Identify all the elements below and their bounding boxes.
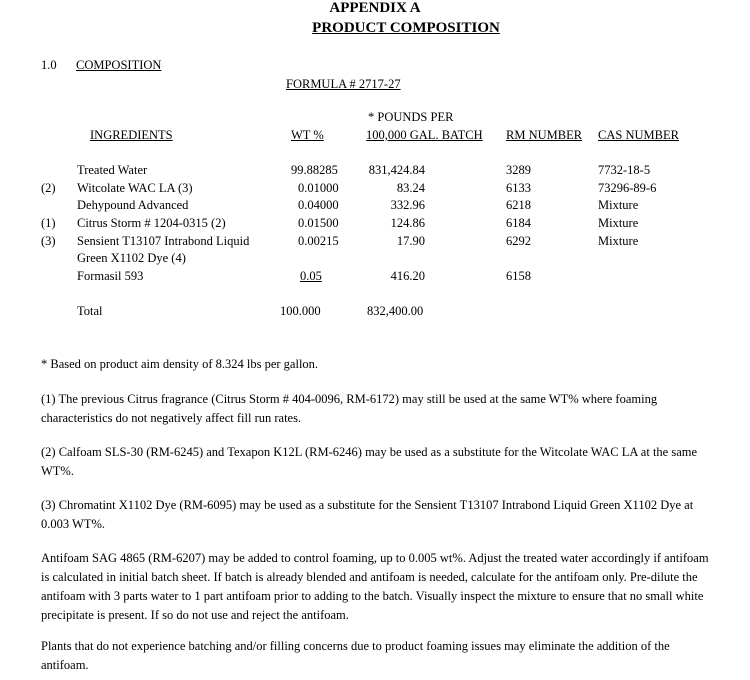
pounds-header-line1: * POUNDS PER <box>368 110 454 124</box>
total-label: Total <box>77 304 103 318</box>
ingredient-rm: 6184 <box>506 216 531 230</box>
ingredient-name: Formasil 593 <box>77 269 144 283</box>
ingredient-pounds: 124.86 <box>390 216 425 230</box>
footnote-1: (1) The previous Citrus fragrance (Citrus Storm # 404-0096, RM-6172) may still be used at the same WT% where foaming characteristics do not negatively affect fill run rates. <box>41 392 658 425</box>
section-title: COMPOSITION <box>76 58 162 72</box>
density-note: * Based on product aim density of 8.324 lbs per gallon. <box>41 357 319 371</box>
footnote-2: (2) Calfoam SLS-30 (RM-6245) and Texapon K12L (RM-6246) may be used as a substitute for the Witcolate WAC LA at the same WT%. <box>41 445 698 478</box>
ingredient-name: Sensient T13107 Intrabond Liquid <box>77 234 250 248</box>
ingredient-wt: 0.01000 <box>298 181 339 195</box>
ingredient-cas: 7732-18-5 <box>598 163 651 177</box>
ingredient-rm: 6158 <box>506 269 531 283</box>
ingredient-name: Dehypound Advanced <box>77 198 189 212</box>
ingredient-wt: 0.05 <box>300 269 322 283</box>
ingredient-wt: 99.88285 <box>291 163 338 177</box>
ingredient-note: (2) <box>41 181 56 195</box>
total-wt: 100.000 <box>280 304 321 318</box>
section-number: 1.0 <box>41 58 57 72</box>
ingredient-note: (3) <box>41 234 56 248</box>
ingredient-pounds: 83.24 <box>396 181 425 195</box>
antifoam-note: Antifoam SAG 4865 (RM-6207) may be added to control foaming, up to 0.005 wt%. Adjust the treated water accordingly if antifoam is calculated in initial batch sheet. If batch is already blended and antifoam is needed, calculate for the antifoam only. Pre-dilute the antifoam with 3 parts water to 1 part antifoam prior to adding to the batch. Visually inspect the mixture to ensure that no small white precipitate is present. If so do not use and reject the antifoam. <box>41 551 709 622</box>
ingredient-cas: Mixture <box>598 234 639 248</box>
ingredient-pounds: 332.96 <box>390 198 425 212</box>
ingredient-pounds: 831,424.84 <box>368 163 425 177</box>
ingredient-name: Citrus Storm # 1204-0315 (2) <box>77 216 226 230</box>
ingredient-name: Treated Water <box>77 163 148 177</box>
ingredients-header: INGREDIENTS <box>90 128 173 142</box>
total-pounds: 832,400.00 <box>367 304 424 318</box>
appendix-heading: APPENDIX A <box>329 0 421 16</box>
ingredient-wt: 0.01500 <box>298 216 339 230</box>
page-title: PRODUCT COMPOSITION <box>312 20 500 36</box>
ingredient-rm: 6218 <box>506 198 531 212</box>
ingredient-cas: 73296-89-6 <box>598 181 657 195</box>
plants-note: Plants that do not experience batching and/or filling concerns due to product foaming issues may eliminate the addition of the antifoam. <box>41 639 670 672</box>
ingredient-rm: 6292 <box>506 234 531 248</box>
ingredient-pounds: 17.90 <box>396 234 425 248</box>
ingredient-rm: 3289 <box>506 163 531 177</box>
footnote-3: (3) Chromatint X1102 Dye (RM-6095) may be used as a substitute for the Sensient T13107 Intrabond Liquid Green X1102 Dye at 0.003 WT%. <box>41 498 694 531</box>
ingredient-rm: 6133 <box>506 181 531 195</box>
pounds-header-line2: 100,000 GAL. BATCH <box>366 128 483 142</box>
rm-number-header: RM NUMBER <box>506 128 583 142</box>
ingredient-name: Witcolate WAC LA (3) <box>77 181 193 195</box>
wt-header: WT % <box>291 128 324 142</box>
ingredient-note: (1) <box>41 216 56 230</box>
ingredient-cas: Mixture <box>598 216 639 230</box>
ingredient-wt: 0.04000 <box>298 198 339 212</box>
ingredient-pounds: 416.20 <box>390 269 425 283</box>
formula-number: FORMULA # 2717-27 <box>286 77 401 91</box>
ingredient-name: Green X1102 Dye (4) <box>77 251 186 265</box>
ingredient-cas: Mixture <box>598 198 639 212</box>
ingredient-wt: 0.00215 <box>298 234 339 248</box>
cas-number-header: CAS NUMBER <box>598 128 679 142</box>
